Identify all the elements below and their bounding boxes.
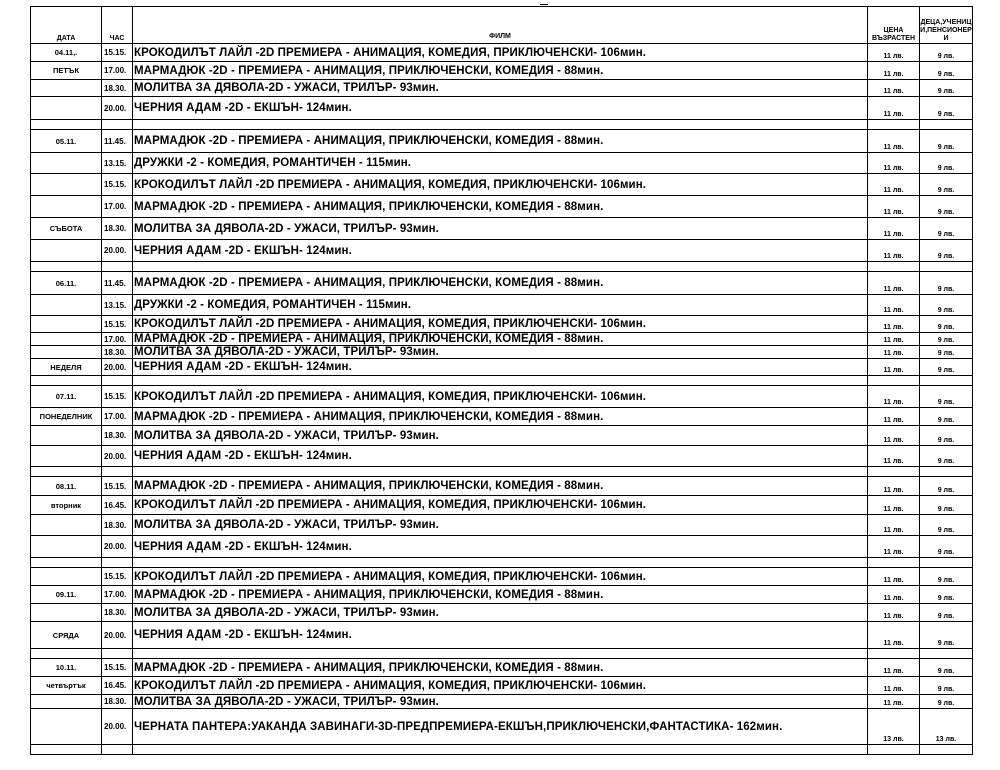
- separator-cell: [920, 120, 973, 130]
- film-title-cell: КРОКОДИЛЪТ ЛАЙЛ -2D ПРЕМИЕРА - АНИМАЦИЯ, КОМЕДИЯ, ПРИКЛЮЧЕНСКИ- 106мин.: [133, 316, 868, 333]
- schedule-table: [30, 6, 973, 755]
- price-full-cell: 11 лв.: [868, 333, 920, 346]
- price-full-cell: 11 лв.: [868, 446, 920, 467]
- price-reduced-cell: 9 лв.: [920, 316, 973, 333]
- time-cell: 15.15.: [102, 386, 133, 408]
- separator-cell: [133, 649, 868, 659]
- price-full-cell: 11 лв.: [868, 130, 920, 153]
- date-cell: [31, 174, 102, 196]
- time-cell: 18.30.: [102, 695, 133, 709]
- price-full-cell: 11 лв.: [868, 359, 920, 376]
- screening-row: [31, 515, 973, 536]
- screening-row: [31, 604, 973, 622]
- time-cell: 20.00.: [102, 97, 133, 120]
- price-reduced-cell: 9 лв.: [920, 426, 973, 446]
- screening-row: [31, 174, 973, 196]
- price-full-cell: 11 лв.: [868, 426, 920, 446]
- separator-row: [31, 649, 973, 659]
- separator-cell: [920, 376, 973, 386]
- date-cell: [31, 604, 102, 622]
- film-title-cell: МОЛИТВА ЗА ДЯВОЛА-2D - УЖАСИ, ТРИЛЪР- 93мин.: [133, 426, 868, 446]
- price-reduced-cell: 9 лв.: [920, 130, 973, 153]
- separator-row: [31, 376, 973, 386]
- separator-cell: [868, 745, 920, 755]
- time-cell: 18.30.: [102, 346, 133, 359]
- film-title-cell: МАРМАДЮК -2D - ПРЕМИЕРА - АНИМАЦИЯ, ПРИКЛЮЧЕНСКИ, КОМЕДИЯ - 88мин.: [133, 272, 868, 295]
- screening-row: [31, 196, 973, 218]
- price-full-cell: 11 лв.: [868, 677, 920, 695]
- screening-row: [31, 446, 973, 467]
- price-full-cell: 11 лв.: [868, 695, 920, 709]
- time-cell: 17.00.: [102, 62, 133, 80]
- date-cell: [31, 709, 102, 745]
- screening-row: [31, 622, 973, 649]
- separator-row: [31, 262, 973, 272]
- date-cell: СРЯДА: [31, 622, 102, 649]
- price-reduced-cell: 9 лв.: [920, 446, 973, 467]
- price-reduced-cell: 13 лв.: [920, 709, 973, 745]
- time-cell: 13.15.: [102, 295, 133, 316]
- price-reduced-cell: 9 лв.: [920, 386, 973, 408]
- time-cell: 20.00.: [102, 709, 133, 745]
- price-full-cell: 11 лв.: [868, 408, 920, 426]
- price-reduced-cell: 9 лв.: [920, 333, 973, 346]
- price-full-cell: 11 лв.: [868, 62, 920, 80]
- price-full-cell: 11 лв.: [868, 386, 920, 408]
- price-reduced-cell: 9 лв.: [920, 568, 973, 586]
- film-title-cell: ЧЕРНИЯ АДАМ -2D - ЕКШЪН- 124мин.: [133, 359, 868, 376]
- separator-cell: [31, 262, 102, 272]
- price-reduced-cell: 9 лв.: [920, 477, 973, 496]
- screening-row: [31, 359, 973, 376]
- price-full-cell: 11 лв.: [868, 295, 920, 316]
- separator-cell: [133, 376, 868, 386]
- date-cell: [31, 196, 102, 218]
- film-title-cell: ЧЕРНИЯ АДАМ -2D - ЕКШЪН- 124мин.: [133, 446, 868, 467]
- film-title-cell: ЧЕРНИЯ АДАМ -2D - ЕКШЪН- 124мин.: [133, 622, 868, 649]
- separator-cell: [920, 262, 973, 272]
- separator-cell: [868, 467, 920, 477]
- separator-cell: [31, 558, 102, 568]
- date-cell: 10.11.: [31, 659, 102, 677]
- date-cell: 06.11.: [31, 272, 102, 295]
- price-full-cell: 11 лв.: [868, 97, 920, 120]
- date-cell: [31, 80, 102, 97]
- price-reduced-cell: 9 лв.: [920, 346, 973, 359]
- time-cell: 20.00.: [102, 622, 133, 649]
- screening-row: [31, 62, 973, 80]
- screening-row: [31, 426, 973, 446]
- film-title-cell: КРОКОДИЛЪТ ЛАЙЛ -2D ПРЕМИЕРА - АНИМАЦИЯ, КОМЕДИЯ, ПРИКЛЮЧЕНСКИ- 106мин.: [133, 677, 868, 695]
- separator-cell: [31, 745, 102, 755]
- price-full-cell: 11 лв.: [868, 586, 920, 604]
- film-title-cell: МАРМАДЮК -2D - ПРЕМИЕРА - АНИМАЦИЯ, ПРИКЛЮЧЕНСКИ, КОМЕДИЯ - 88мин.: [133, 477, 868, 496]
- separator-cell: [133, 120, 868, 130]
- price-reduced-cell: 9 лв.: [920, 295, 973, 316]
- price-reduced-cell: 9 лв.: [920, 408, 973, 426]
- header-row: [31, 7, 973, 44]
- price-full-cell: 11 лв.: [868, 496, 920, 515]
- screening-row: [31, 659, 973, 677]
- screening-row: [31, 272, 973, 295]
- screening-row: [31, 568, 973, 586]
- time-cell: 16.45.: [102, 677, 133, 695]
- price-reduced-cell: 9 лв.: [920, 240, 973, 262]
- screening-row: [31, 316, 973, 333]
- separator-cell: [31, 467, 102, 477]
- time-cell: 17.00.: [102, 333, 133, 346]
- separator-cell: [920, 467, 973, 477]
- separator-cell: [133, 745, 868, 755]
- price-full-cell: 11 лв.: [868, 316, 920, 333]
- screening-row: [31, 44, 973, 62]
- film-title-cell: ДРУЖКИ -2 - КОМЕДИЯ, РОМАНТИЧЕН - 115мин.: [133, 295, 868, 316]
- time-cell: 20.00.: [102, 240, 133, 262]
- price-reduced-cell: 9 лв.: [920, 272, 973, 295]
- date-cell: [31, 426, 102, 446]
- time-cell: 11.45.: [102, 130, 133, 153]
- film-title-cell: ЧЕРНИЯ АДАМ -2D - ЕКШЪН- 124мин.: [133, 536, 868, 558]
- separator-cell: [920, 649, 973, 659]
- price-reduced-cell: 9 лв.: [920, 62, 973, 80]
- separator-cell: [31, 376, 102, 386]
- separator-cell: [868, 262, 920, 272]
- price-reduced-cell: 9 лв.: [920, 515, 973, 536]
- separator-cell: [31, 120, 102, 130]
- date-cell: 09.11.: [31, 586, 102, 604]
- date-cell: [31, 316, 102, 333]
- film-title-cell: КРОКОДИЛЪТ ЛАЙЛ -2D ПРЕМИЕРА - АНИМАЦИЯ, КОМЕДИЯ, ПРИКЛЮЧЕНСКИ- 106мин.: [133, 568, 868, 586]
- separator-cell: [868, 649, 920, 659]
- time-cell: 18.30.: [102, 80, 133, 97]
- price-reduced-cell: 9 лв.: [920, 536, 973, 558]
- date-cell: четвъртък: [31, 677, 102, 695]
- price-full-cell: 11 лв.: [868, 622, 920, 649]
- separator-row: [31, 745, 973, 755]
- separator-row: [31, 467, 973, 477]
- film-title-cell: МАРМАДЮК -2D - ПРЕМИЕРА - АНИМАЦИЯ, ПРИКЛЮЧЕНСКИ, КОМЕДИЯ - 88мин.: [133, 586, 868, 604]
- price-reduced-cell: 9 лв.: [920, 97, 973, 120]
- film-title-cell: МОЛИТВА ЗА ДЯВОЛА-2D - УЖАСИ, ТРИЛЪР- 93мин.: [133, 695, 868, 709]
- film-title-cell: ЧЕРНИЯ АДАМ -2D - ЕКШЪН- 124мин.: [133, 97, 868, 120]
- time-cell: 15.15.: [102, 477, 133, 496]
- screening-row: [31, 346, 973, 359]
- date-cell: 07.11.: [31, 386, 102, 408]
- price-full-cell: 11 лв.: [868, 196, 920, 218]
- date-cell: [31, 446, 102, 467]
- price-reduced-cell: 9 лв.: [920, 153, 973, 174]
- price-full-cell: 11 лв.: [868, 153, 920, 174]
- screening-row: [31, 386, 973, 408]
- film-title-cell: КРОКОДИЛЪТ ЛАЙЛ -2D ПРЕМИЕРА - АНИМАЦИЯ, КОМЕДИЯ, ПРИКЛЮЧЕНСКИ- 106мин.: [133, 496, 868, 515]
- price-reduced-cell: 9 лв.: [920, 44, 973, 62]
- screening-row: [31, 695, 973, 709]
- date-cell: [31, 536, 102, 558]
- screening-row: [31, 97, 973, 120]
- separator-cell: [102, 558, 133, 568]
- film-title-cell: МОЛИТВА ЗА ДЯВОЛА-2D - УЖАСИ, ТРИЛЪР- 93мин.: [133, 604, 868, 622]
- screening-row: [31, 218, 973, 240]
- separator-row: [31, 120, 973, 130]
- price-full-cell: 11 лв.: [868, 272, 920, 295]
- date-cell: ПЕТЪК: [31, 62, 102, 80]
- separator-cell: [102, 120, 133, 130]
- separator-row: [31, 558, 973, 568]
- time-cell: 20.00.: [102, 536, 133, 558]
- screening-row: [31, 477, 973, 496]
- film-title-cell: ЧЕРНАТА ПАНТЕРА:УАКАНДА ЗАВИНАГИ-3D-ПРЕДПРЕМИЕРА-ЕКШЪН,ПРИКЛЮЧЕНСКИ,ФАНТАСТИКА- 162мин.: [133, 709, 868, 745]
- separator-cell: [133, 467, 868, 477]
- header-time: ЧАС: [102, 7, 133, 44]
- price-reduced-cell: 9 лв.: [920, 496, 973, 515]
- film-title-cell: МАРМАДЮК -2D - ПРЕМИЕРА - АНИМАЦИЯ, ПРИКЛЮЧЕНСКИ, КОМЕДИЯ - 88мин.: [133, 62, 868, 80]
- price-full-cell: 11 лв.: [868, 240, 920, 262]
- header-date: ДАТА: [31, 7, 102, 44]
- price-full-cell: 11 лв.: [868, 568, 920, 586]
- header-price-full-label: ЦЕНА ВЪЗРАСТЕН: [872, 27, 915, 42]
- time-cell: 18.30.: [102, 426, 133, 446]
- date-cell: [31, 346, 102, 359]
- date-cell: [31, 295, 102, 316]
- header-price-reduced-label: ДЕЦА,УЧЕНИЦИ,ПЕНСИОНЕРИ: [920, 19, 972, 42]
- time-cell: 15.15.: [102, 568, 133, 586]
- time-cell: 18.30.: [102, 604, 133, 622]
- time-cell: 15.15.: [102, 174, 133, 196]
- date-cell: [31, 240, 102, 262]
- film-title-cell: ДРУЖКИ -2 - КОМЕДИЯ, РОМАНТИЧЕН - 115мин.: [133, 153, 868, 174]
- price-full-cell: 11 лв.: [868, 80, 920, 97]
- price-reduced-cell: 9 лв.: [920, 218, 973, 240]
- top-edge-mark: [540, 0, 548, 5]
- date-cell: НЕДЕЛЯ: [31, 359, 102, 376]
- separator-cell: [102, 376, 133, 386]
- screening-row: [31, 536, 973, 558]
- price-full-cell: 11 лв.: [868, 174, 920, 196]
- separator-cell: [102, 262, 133, 272]
- film-title-cell: КРОКОДИЛЪТ ЛАЙЛ -2D ПРЕМИЕРА - АНИМАЦИЯ, КОМЕДИЯ, ПРИКЛЮЧЕНСКИ- 106мин.: [133, 174, 868, 196]
- screening-row: [31, 333, 973, 346]
- separator-cell: [31, 649, 102, 659]
- price-full-cell: 11 лв.: [868, 218, 920, 240]
- film-title-cell: КРОКОДИЛЪТ ЛАЙЛ -2D ПРЕМИЕРА - АНИМАЦИЯ, КОМЕДИЯ, ПРИКЛЮЧЕНСКИ- 106мин.: [133, 44, 868, 62]
- time-cell: 18.30.: [102, 218, 133, 240]
- price-reduced-cell: 9 лв.: [920, 695, 973, 709]
- date-cell: [31, 153, 102, 174]
- separator-cell: [133, 558, 868, 568]
- film-title-cell: МОЛИТВА ЗА ДЯВОЛА-2D - УЖАСИ, ТРИЛЪР- 93мин.: [133, 80, 868, 97]
- time-cell: 17.00.: [102, 196, 133, 218]
- film-title-cell: МАРМАДЮК -2D - ПРЕМИЕРА - АНИМАЦИЯ, ПРИКЛЮЧЕНСКИ, КОМЕДИЯ - 88мин.: [133, 130, 868, 153]
- screening-row: [31, 240, 973, 262]
- film-title-cell: МОЛИТВА ЗА ДЯВОЛА-2D - УЖАСИ, ТРИЛЪР- 93мин.: [133, 218, 868, 240]
- screening-row: [31, 586, 973, 604]
- price-reduced-cell: 9 лв.: [920, 622, 973, 649]
- price-full-cell: 11 лв.: [868, 477, 920, 496]
- screening-row: [31, 408, 973, 426]
- screening-row: [31, 80, 973, 97]
- price-full-cell: 11 лв.: [868, 536, 920, 558]
- header-price-reduced: [920, 7, 973, 44]
- separator-cell: [868, 558, 920, 568]
- film-title-cell: ЧЕРНИЯ АДАМ -2D - ЕКШЪН- 124мин.: [133, 240, 868, 262]
- screening-row: [31, 677, 973, 695]
- time-cell: 13.15.: [102, 153, 133, 174]
- film-title-cell: МОЛИТВА ЗА ДЯВОЛА-2D - УЖАСИ, ТРИЛЪР- 93мин.: [133, 515, 868, 536]
- price-reduced-cell: 9 лв.: [920, 659, 973, 677]
- separator-cell: [920, 558, 973, 568]
- price-reduced-cell: 9 лв.: [920, 604, 973, 622]
- time-cell: 20.00.: [102, 359, 133, 376]
- date-cell: 08.11.: [31, 477, 102, 496]
- date-cell: [31, 695, 102, 709]
- date-cell: [31, 515, 102, 536]
- separator-cell: [920, 745, 973, 755]
- price-reduced-cell: 9 лв.: [920, 196, 973, 218]
- date-cell: [31, 568, 102, 586]
- screening-row: [31, 130, 973, 153]
- time-cell: 20.00.: [102, 446, 133, 467]
- price-full-cell: 11 лв.: [868, 346, 920, 359]
- film-title-cell: МАРМАДЮК -2D - ПРЕМИЕРА - АНИМАЦИЯ, ПРИКЛЮЧЕНСКИ, КОМЕДИЯ - 88мин.: [133, 659, 868, 677]
- price-full-cell: 11 лв.: [868, 659, 920, 677]
- film-title-cell: КРОКОДИЛЪТ ЛАЙЛ -2D ПРЕМИЕРА - АНИМАЦИЯ, КОМЕДИЯ, ПРИКЛЮЧЕНСКИ- 106мин.: [133, 386, 868, 408]
- price-reduced-cell: 9 лв.: [920, 586, 973, 604]
- price-full-cell: 13 лв.: [868, 709, 920, 745]
- film-title-cell: МАРМАДЮК -2D - ПРЕМИЕРА - АНИМАЦИЯ, ПРИКЛЮЧЕНСКИ, КОМЕДИЯ - 88мин.: [133, 408, 868, 426]
- time-cell: 18.30.: [102, 515, 133, 536]
- header-film: ФИЛМ: [133, 7, 868, 44]
- film-title-cell: МОЛИТВА ЗА ДЯВОЛА-2D - УЖАСИ, ТРИЛЪР- 93мин.: [133, 346, 868, 359]
- date-cell: СЪБОТА: [31, 218, 102, 240]
- date-cell: 05.11.: [31, 130, 102, 153]
- price-reduced-cell: 9 лв.: [920, 677, 973, 695]
- screening-row: [31, 496, 973, 515]
- price-full-cell: 11 лв.: [868, 515, 920, 536]
- screening-row: [31, 709, 973, 745]
- price-full-cell: 11 лв.: [868, 44, 920, 62]
- date-cell: [31, 333, 102, 346]
- time-cell: 11.45.: [102, 272, 133, 295]
- film-title-cell: МАРМАДЮК -2D - ПРЕМИЕРА - АНИМАЦИЯ, ПРИКЛЮЧЕНСКИ, КОМЕДИЯ - 88мин.: [133, 196, 868, 218]
- separator-cell: [102, 649, 133, 659]
- separator-cell: [102, 745, 133, 755]
- price-reduced-cell: 9 лв.: [920, 174, 973, 196]
- time-cell: 15.15.: [102, 659, 133, 677]
- date-cell: вторник: [31, 496, 102, 515]
- price-reduced-cell: 9 лв.: [920, 359, 973, 376]
- separator-cell: [868, 120, 920, 130]
- time-cell: 15.15.: [102, 44, 133, 62]
- price-reduced-cell: 9 лв.: [920, 80, 973, 97]
- separator-cell: [133, 262, 868, 272]
- time-cell: 17.00.: [102, 586, 133, 604]
- date-cell: 04.11,.: [31, 44, 102, 62]
- time-cell: 15.15.: [102, 316, 133, 333]
- time-cell: 16.45.: [102, 496, 133, 515]
- time-cell: 17.00.: [102, 408, 133, 426]
- separator-cell: [102, 467, 133, 477]
- price-full-cell: 11 лв.: [868, 604, 920, 622]
- screening-row: [31, 295, 973, 316]
- date-cell: [31, 97, 102, 120]
- separator-cell: [868, 376, 920, 386]
- screening-row: [31, 153, 973, 174]
- header-price-full: [868, 7, 920, 44]
- film-title-cell: МАРМАДЮК -2D - ПРЕМИЕРА - АНИМАЦИЯ, ПРИКЛЮЧЕНСКИ, КОМЕДИЯ - 88мин.: [133, 333, 868, 346]
- date-cell: ПОНЕДЕЛНИК: [31, 408, 102, 426]
